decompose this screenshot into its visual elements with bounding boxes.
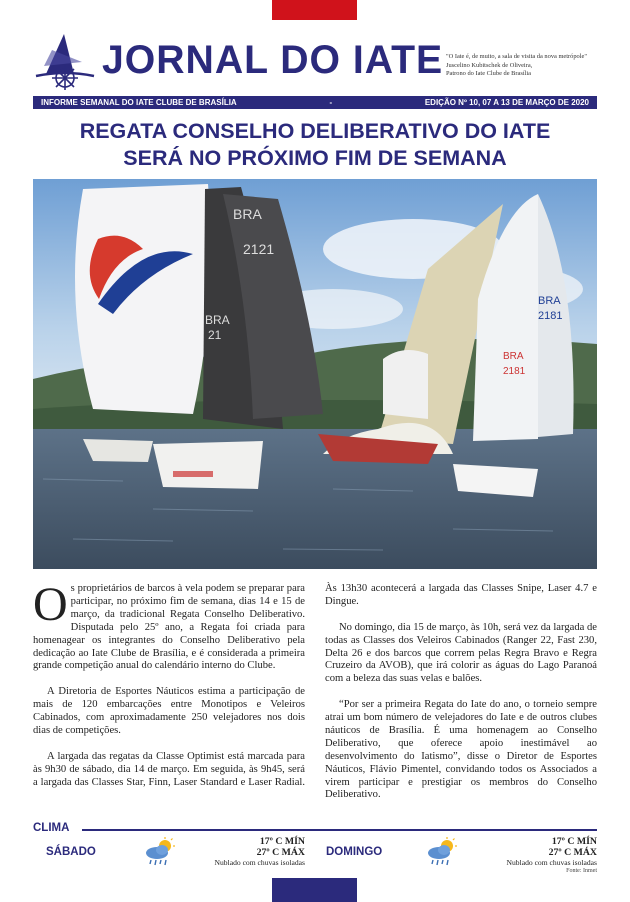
weather-divider	[82, 829, 597, 831]
article-paragraph-2: A Diretoria de Esportes Náuticos estima a participação de mais de 120 embarcações entre Monotipos e Veleiros Cabinados, com aproximadamente 250 velejadores nos dois dias de competições.	[33, 686, 305, 736]
svg-text:2121: 2121	[243, 241, 275, 257]
svg-text:BRA: BRA	[233, 206, 262, 222]
bottom-navy-bar	[272, 878, 357, 902]
article-body	[33, 578, 597, 802]
svg-text:BRA: BRA	[503, 351, 524, 362]
svg-text:BRA: BRA	[205, 313, 230, 327]
article-paragraph-3: A largada das regatas da Classe Optimist está marcada para às 9h30 de sábado, dia 14 de março. Em seguida, às 9h45, será a largada das Classes Star, Finn, Laser Standard e Laser Radial. Às 13h30 acontecerá a largada das Classes Snipe, Laser 4.7 e Dingue.	[33, 583, 597, 788]
svg-text:21: 21	[208, 328, 222, 342]
saturday-min-temp: 17º C MÍN	[259, 836, 305, 847]
weather-day-sunday: DOMINGO	[326, 846, 383, 858]
sun-cloud-rain-icon	[426, 837, 458, 867]
weather-section-label: CLIMA	[33, 822, 70, 834]
sun-cloud-rain-icon	[144, 837, 176, 867]
top-red-bar	[272, 0, 357, 20]
saturday-max-temp: 27º C MÁX	[256, 847, 305, 858]
info-separator: -	[329, 98, 333, 107]
weather-saturday-temps	[200, 836, 305, 868]
regatta-photo	[33, 179, 597, 569]
article-paragraph-5: “Por ser a primeira Regata do Iate do ano, o torneio sempre atrai um bom número de velejadores do Iate e de outros clubes náuticos de Brasília. É uma homenagem ao Conselho Deliberativo, que oferece apoio inestimável ao desenvolvimento do Iatismo”, disse o Diretor de Esportes Náuticos, Flávio Pimentel, convidando todos os Associados a virem participar e prestigiar os membros do Conselho Deliberativo.	[325, 699, 597, 801]
headline	[33, 118, 597, 172]
publication-subtitle: INFORME SEMANAL DO IATE CLUBE DE BRASÍLIA	[41, 98, 237, 107]
edition-info-bar	[33, 96, 597, 109]
weather-sunday-temps	[487, 836, 597, 868]
article-paragraph-1: Os proprietários de barcos à vela podem se preparar para participar, no próximo fim de semana, dias 14 e 15 de março, da tradicional Regata Conselho Deliberativo. Disputada pelo 25º ano, a Regata foi criada para homenagear os integrantes do Conselho Deliberativo pela dedicação ao Iate Clube de Brasília, e é considerada a primeira grande competição anual do calendário interno do Clube.	[33, 578, 305, 672]
svg-text:BRA: BRA	[538, 295, 561, 307]
edition-date: EDIÇÃO Nº 10, 07 A 13 DE MARÇO DE 2020	[424, 98, 589, 107]
sailboat-logo-icon	[34, 32, 96, 90]
masthead-title: JORNAL DO IATE	[102, 38, 444, 82]
article-paragraph-4: No domingo, dia 15 de março, às 10h, será vez da largada de todas as Classes dos Veleiros Cabinados (Ranger 22, Fast 230, Delta 26 e dos barcos que correm pelas Regra Bravo e Regra Cruzeiro da AVOB), que irá colorir as águas do Lago Paranoá com a beleza das suas velas e balões.	[325, 621, 597, 685]
headline-line-1: REGATA CONSELHO DELIBERATIVO DO IATE	[79, 119, 551, 143]
svg-text:2181: 2181	[503, 366, 526, 377]
weather-source: Fonte: Inmet	[566, 868, 597, 874]
quote-role: Patrono do Iate Clube de Brasília	[446, 70, 532, 78]
quote-author: Juscelino Kubitschek de Oliveira,	[446, 61, 533, 69]
sunday-max-temp: 27º C MÁX	[548, 847, 597, 858]
masthead-quote	[446, 53, 606, 79]
svg-text:2181: 2181	[538, 310, 563, 322]
sunday-min-temp: 17º C MÍN	[551, 836, 597, 847]
sunday-description: Nublado com chuvas isoladas	[506, 858, 597, 867]
quote-text: "O Iate é, de muito, a sala de visita da nova metrópole"	[446, 53, 587, 60]
drop-cap: O	[33, 578, 68, 631]
headline-line-2: SERÁ NO PRÓXIMO FIM DE SEMANA	[123, 146, 507, 170]
saturday-description: Nublado com chuvas isoladas	[214, 858, 305, 867]
weather-day-saturday: SÁBADO	[46, 846, 96, 858]
